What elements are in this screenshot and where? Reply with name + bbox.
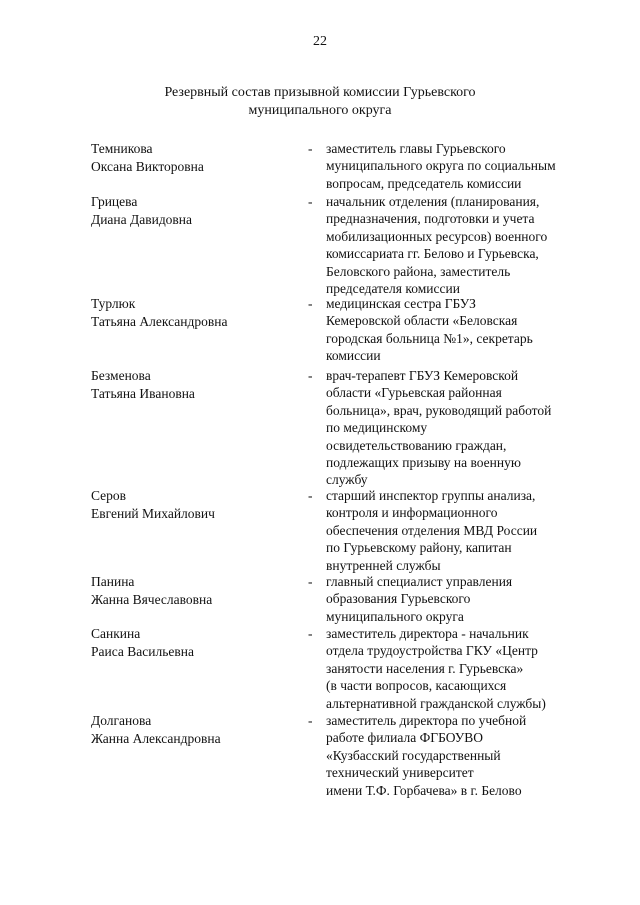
member-role-line: технический университет bbox=[326, 765, 474, 781]
member-surname: Санкина bbox=[91, 626, 141, 641]
member-given-names: Татьяна Ивановна bbox=[91, 386, 195, 401]
member-role-line: городская больница №1», секретарь bbox=[326, 330, 533, 346]
title-line: Резервный состав призывной комиссии Гурьевского bbox=[164, 85, 476, 100]
member-role-line: заместитель главы Гурьевского bbox=[326, 141, 506, 156]
member-given-names: Диана Давидовна bbox=[91, 212, 193, 227]
member-dash: - bbox=[308, 141, 313, 156]
member-role-line: мобилизационных ресурсов) военного bbox=[326, 228, 548, 244]
member-role-line: обеспечения отделения МВД России bbox=[326, 522, 538, 538]
member-role-line: альтернативной гражданской службы) bbox=[326, 695, 546, 711]
member-role-line: отдела трудоустройства ГКУ «Центр bbox=[326, 643, 538, 659]
member-name bbox=[91, 367, 195, 403]
member-dash: - bbox=[308, 488, 313, 503]
member-surname: Долганова bbox=[91, 713, 152, 728]
member-name bbox=[91, 295, 227, 331]
member-role-line: предназначения, подготовки и учета bbox=[326, 211, 535, 227]
member-role bbox=[326, 367, 596, 489]
member-given-names: Евгений Михайлович bbox=[91, 506, 215, 521]
member-role-line: Беловского района, заместитель bbox=[326, 263, 511, 279]
member-given-names: Раиса Васильевна bbox=[91, 644, 194, 659]
member-role bbox=[326, 295, 596, 365]
member-dash: - bbox=[308, 574, 313, 589]
member-role-line: (в части вопросов, касающихся bbox=[326, 678, 507, 694]
member-dash: - bbox=[308, 368, 313, 383]
member-role bbox=[326, 140, 596, 192]
member-role-line: занятости населения г. Гурьевска» bbox=[326, 660, 524, 676]
title-line: муниципального округа bbox=[248, 103, 392, 118]
document-title bbox=[0, 84, 640, 120]
member-role-line: начальник отделения (планирования, bbox=[326, 194, 540, 209]
member-name bbox=[91, 140, 204, 176]
member-role bbox=[326, 625, 596, 712]
member-role-line: врач-терапевт ГБУЗ Кемеровской bbox=[326, 368, 519, 383]
member-dash: - bbox=[308, 626, 313, 641]
member-role-line: освидетельствованию граждан, bbox=[326, 437, 507, 453]
member-surname: Темникова bbox=[91, 141, 153, 156]
member-role-line: комиссариата гг. Белово и Гурьевска, bbox=[326, 246, 539, 262]
member-role-line: подлежащих призыву на военную bbox=[326, 455, 521, 471]
member-dash: - bbox=[308, 194, 313, 209]
member-role-line: председателя комиссии bbox=[326, 281, 460, 297]
member-name bbox=[91, 625, 194, 661]
member-role-line: внутренней службы bbox=[326, 557, 441, 573]
member-role-line: комиссии bbox=[326, 348, 381, 364]
member-dash: - bbox=[308, 713, 313, 728]
member-role-line: старший инспектор группы анализа, bbox=[326, 488, 536, 503]
member-role-line: больница», врач, руководящий работой bbox=[326, 402, 552, 418]
member-role-line: контроля и информационного bbox=[326, 505, 498, 521]
member-role-line: службу bbox=[326, 472, 368, 488]
member-role bbox=[326, 193, 596, 297]
member-surname: Турлюк bbox=[91, 296, 136, 311]
member-name bbox=[91, 573, 212, 609]
member-role-line: по медицинскому bbox=[326, 420, 428, 436]
member-role-line: муниципального округа bbox=[326, 608, 464, 624]
member-given-names: Жанна Александровна bbox=[91, 731, 221, 746]
member-name bbox=[91, 712, 221, 748]
member-role-line: образования Гурьевского bbox=[326, 591, 471, 607]
member-surname: Грицева bbox=[91, 194, 138, 209]
member-surname: Серов bbox=[91, 488, 127, 503]
member-role-line: заместитель директора - начальник bbox=[326, 626, 529, 641]
member-role-line: заместитель директора по учебной bbox=[326, 713, 527, 728]
member-role-line: работе филиала ФГБОУВО bbox=[326, 730, 484, 746]
member-dash: - bbox=[308, 296, 313, 311]
member-role-line: муниципального округа по социальным bbox=[326, 158, 556, 174]
member-role-line: Кемеровской области «Беловская bbox=[326, 313, 518, 329]
member-name bbox=[91, 487, 215, 523]
member-given-names: Татьяна Александровна bbox=[91, 314, 228, 329]
member-role bbox=[326, 712, 596, 799]
member-role-line: имени Т.Ф. Горбачева» в г. Белово bbox=[326, 782, 522, 798]
member-role-line: медицинская сестра ГБУЗ bbox=[326, 296, 476, 311]
page-number: 22 bbox=[313, 34, 327, 49]
member-role-line: по Гурьевскому району, капитан bbox=[326, 540, 512, 556]
member-role-line: вопросам, председатель комиссии bbox=[326, 175, 522, 191]
member-name bbox=[91, 193, 192, 229]
member-role bbox=[326, 487, 596, 574]
member-role-line: главный специалист управления bbox=[326, 574, 513, 589]
member-surname: Безменова bbox=[91, 368, 151, 383]
member-given-names: Оксана Викторовна bbox=[91, 159, 204, 174]
member-given-names: Жанна Вячеславовна bbox=[91, 592, 213, 607]
member-role bbox=[326, 573, 596, 625]
member-surname: Панина bbox=[91, 574, 135, 589]
member-role-line: «Кузбасский государственный bbox=[326, 747, 501, 763]
member-role-line: области «Гурьевская районная bbox=[326, 385, 502, 401]
